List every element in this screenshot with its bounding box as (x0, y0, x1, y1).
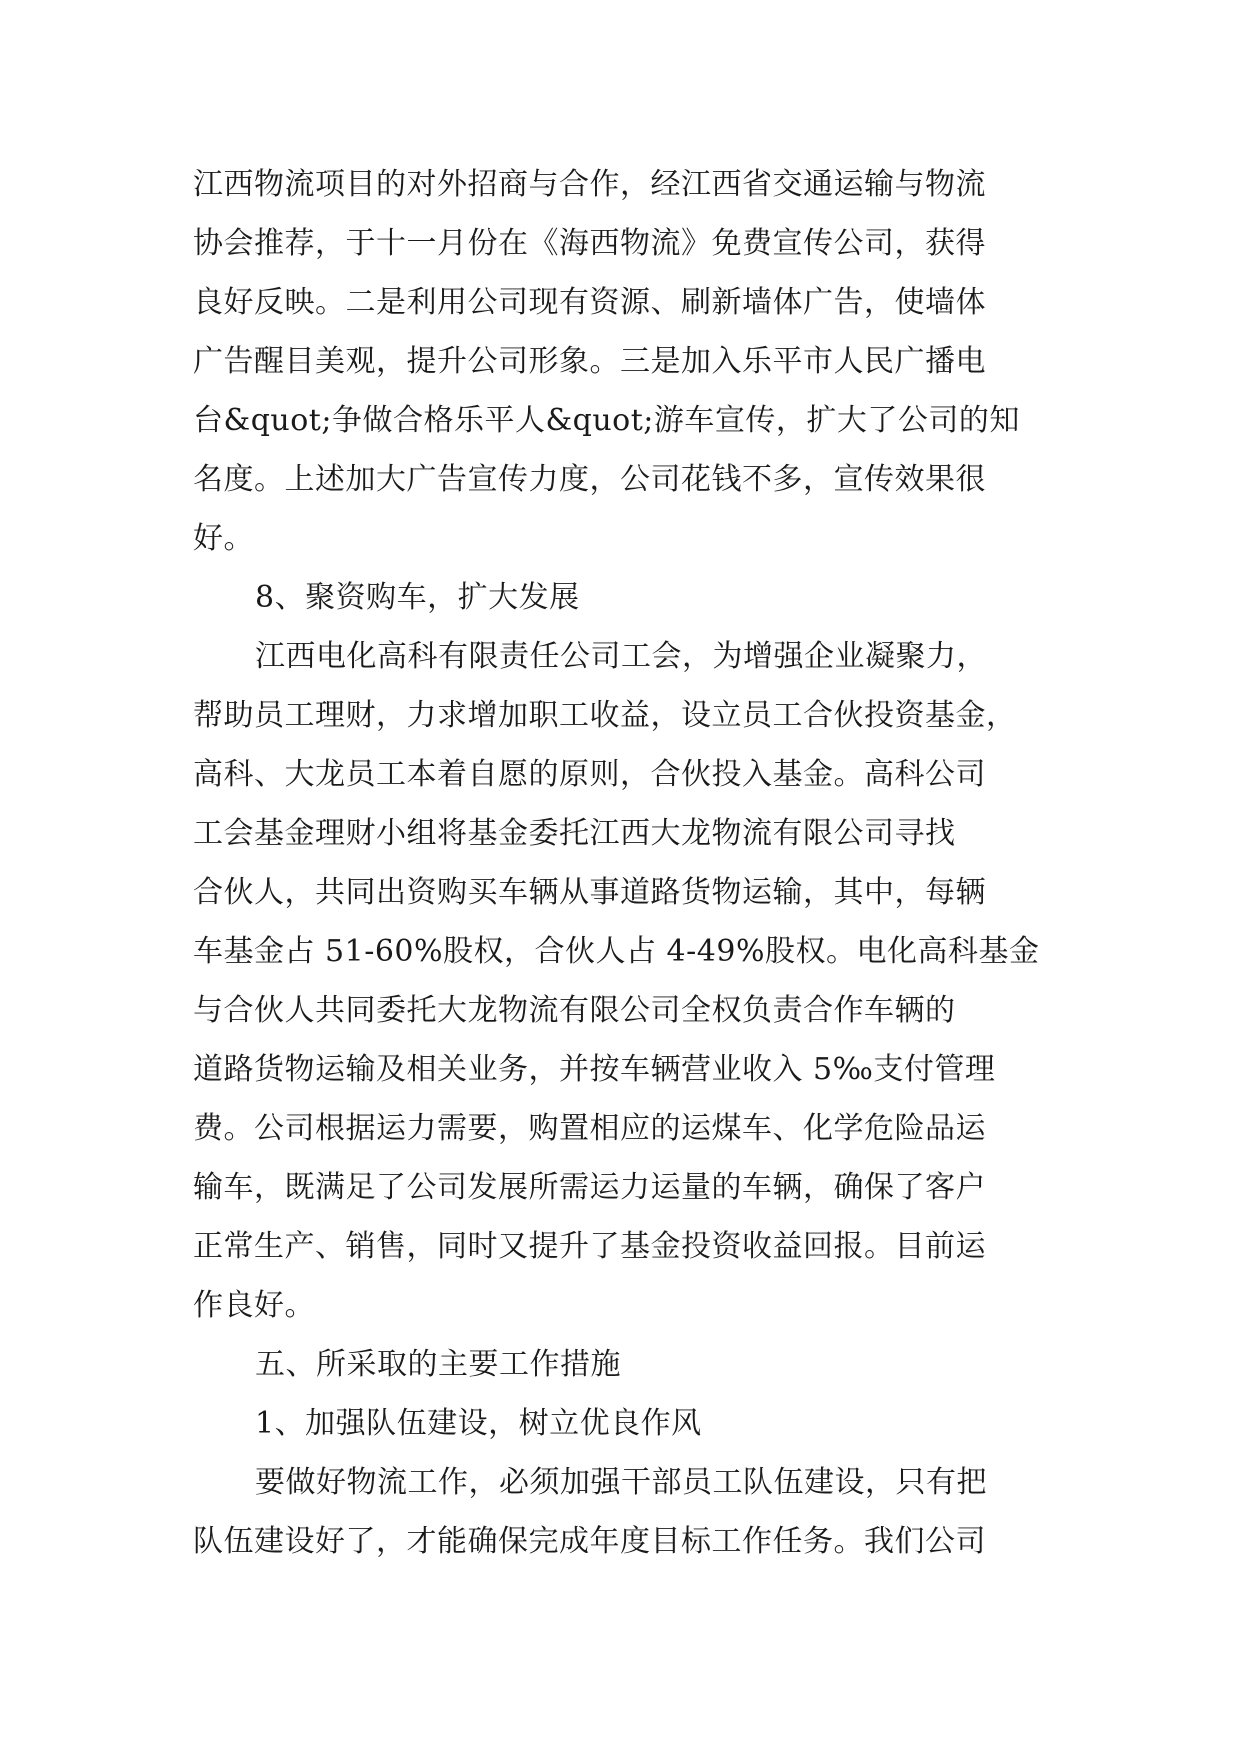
text-line-19: 正常生产、销售，同时又提升了基金投资收益回报。目前运 (193, 1229, 986, 1264)
text-line-1: 江西物流项目的对外招商与合作，经江西省交通运输与物流 (193, 167, 986, 202)
text-line-20: 作良好。 (193, 1288, 315, 1323)
text-line-2: 协会推荐，于十一月份在《海西物流》免费宣传公司，获得 (193, 226, 986, 261)
section-heading-8: 8、聚资购车，扩大发展 (255, 580, 580, 615)
paragraph-start: 江西电化高科有限责任公司工会，为增强企业凝聚力， (255, 639, 987, 674)
text-line-24: 队伍建设好了，才能确保完成年度目标工作任务。我们公司 (193, 1524, 986, 1559)
text-line-17: 费。公司根据运力需要，购置相应的运煤车、化学危险品运 (193, 1111, 986, 1146)
text-line-15: 与合伙人共同委托大龙物流有限公司全权负责合作车辆的 (193, 993, 956, 1028)
text-line-11: 高科、大龙员工本着自愿的原则，合伙投入基金。高科公司 (193, 757, 986, 792)
text-line-18: 输车，既满足了公司发展所需运力运量的车辆，确保了客户 (193, 1170, 986, 1205)
text-line-7: 好。 (193, 521, 254, 556)
text-line-14: 车基金占 51-60%股权，合伙人占 4-49%股权。电化高科基金 (193, 934, 1040, 969)
paragraph-start-2: 要做好物流工作，必须加强干部员工队伍建设，只有把 (255, 1465, 987, 1500)
text-line-5: 台&quot;争做合格乐平人&quot;游车宣传，扩大了公司的知 (193, 403, 1020, 438)
text-line-10: 帮助员工理财，力求增加职工收益，设立员工合伙投资基金， (193, 698, 1017, 733)
text-line-16: 道路货物运输及相关业务，并按车辆营业收入 5‰支付管理 (193, 1052, 996, 1087)
text-line-3: 良好反映。二是利用公司现有资源、刷新墙体广告，使墙体 (193, 285, 986, 320)
text-line-6: 名度。上述加大广告宣传力度，公司花钱不多，宣传效果很 (193, 462, 986, 497)
section-heading-5: 五、所采取的主要工作措施 (255, 1347, 621, 1382)
text-line-4: 广告醒目美观，提升公司形象。三是加入乐平市人民广播电 (193, 344, 986, 379)
text-line-13: 合伙人，共同出资购买车辆从事道路货物运输，其中，每辆 (193, 875, 986, 910)
text-line-12: 工会基金理财小组将基金委托江西大龙物流有限公司寻找 (193, 816, 956, 851)
subsection-heading-1: 1、加强队伍建设，树立优良作风 (255, 1406, 702, 1441)
